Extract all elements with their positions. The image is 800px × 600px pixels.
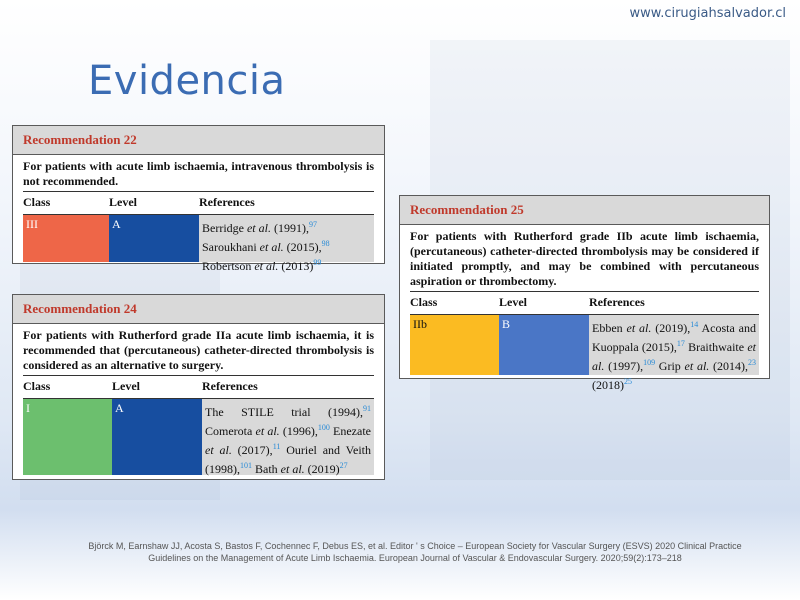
reference-line: Robertson et al. $(2013)^{99}$ [202, 258, 322, 273]
reference: The STILE trial (1994),$^{91}$ [205, 404, 371, 419]
class-cell: III [23, 215, 109, 262]
column-header-row [400, 292, 769, 314]
table-row [23, 398, 374, 475]
reference-line: Saroukhani et al. (2015),$^{98}$ [202, 239, 330, 254]
column-header-row [13, 192, 384, 214]
citation-footer: Björck M, Earnshaw JJ, Acosta S, Bastos F, Cochennec F, Debus ES, et al. Editor ' s Choice – European Society for Vascular Surgery (ESVS) 2020 Clinical Practice Guidelines on the Management of Acute Limb Ischaemia. European Journal of Vascular & Endovascular Surgery. 2020;59(2):173–218 [88, 541, 742, 563]
recommendation-24-box [12, 294, 385, 480]
column-class: Class [410, 295, 438, 309]
references-cell [589, 315, 759, 392]
reference: Grip et al. (2014),$^{23}$ [655, 358, 757, 373]
reference: Enezate et al. (2017),$^{11}$ [205, 424, 371, 457]
recommendation-title: Recommendation 25 [400, 196, 769, 225]
reference: Ouriel and Veith (1998),$^{101}$ [205, 443, 371, 476]
recommendation-22-box [12, 125, 385, 273]
column-level: Level [112, 379, 140, 393]
level-cell: A [112, 399, 202, 475]
reference: Bath et al. $(2019)^{27}$ [252, 461, 348, 476]
table-row [410, 314, 759, 392]
recommendation-title: Recommendation 24 [13, 295, 384, 324]
reference: Acosta and Kuoppala (2015),$^{17}$ [592, 321, 757, 354]
references-cell [202, 399, 374, 475]
column-level: Level [109, 195, 137, 209]
level-cell: B [499, 315, 589, 375]
column-level: Level [499, 295, 527, 309]
reference: Braithwaite et al. (1997),$^{109}$ [592, 340, 756, 373]
reference: $(2018)^{25}$ [592, 377, 632, 392]
reference-line: Berridge et al. (1991),$^{97}$ [202, 220, 317, 235]
site-url: www.cirugiahsalvador.cl [629, 6, 786, 21]
references-cell [199, 215, 374, 273]
level-cell: A [109, 215, 199, 262]
class-cell: I [23, 399, 112, 475]
table-row [23, 214, 374, 273]
class-cell: IIb [410, 315, 499, 375]
recommendation-title: Recommendation 22 [13, 126, 384, 155]
recommendation-text: For patients with Rutherford grade IIb acute limb ischaemia, (percutaneous) catheter-directed thrombolysis may be considered if initiated promptly, and may be combined with percutaneous aspiration or thrombectomy. [410, 229, 759, 288]
recommendation-text: For patients with Rutherford grade IIa acute limb ischaemia, it is recommended that (percutaneous) catheter-directed thrombolysis is considered as an alternative to surgery. [23, 328, 374, 372]
column-class: Class [23, 195, 51, 209]
recommendation-25-box [399, 195, 770, 392]
page-title: Evidencia [88, 58, 286, 104]
recommendation-text: For patients with acute limb ischaemia, intravenous thrombolysis is not recommended. [23, 159, 374, 188]
column-references: References [589, 295, 645, 309]
column-header-row [13, 376, 384, 398]
column-references: References [199, 195, 255, 209]
column-class: Class [23, 379, 51, 393]
reference: Comerota et al. (1996),$^{100}$ [205, 423, 330, 438]
column-references: References [202, 379, 258, 393]
reference: Ebben et al. (2019),$^{14}$ [592, 320, 699, 335]
